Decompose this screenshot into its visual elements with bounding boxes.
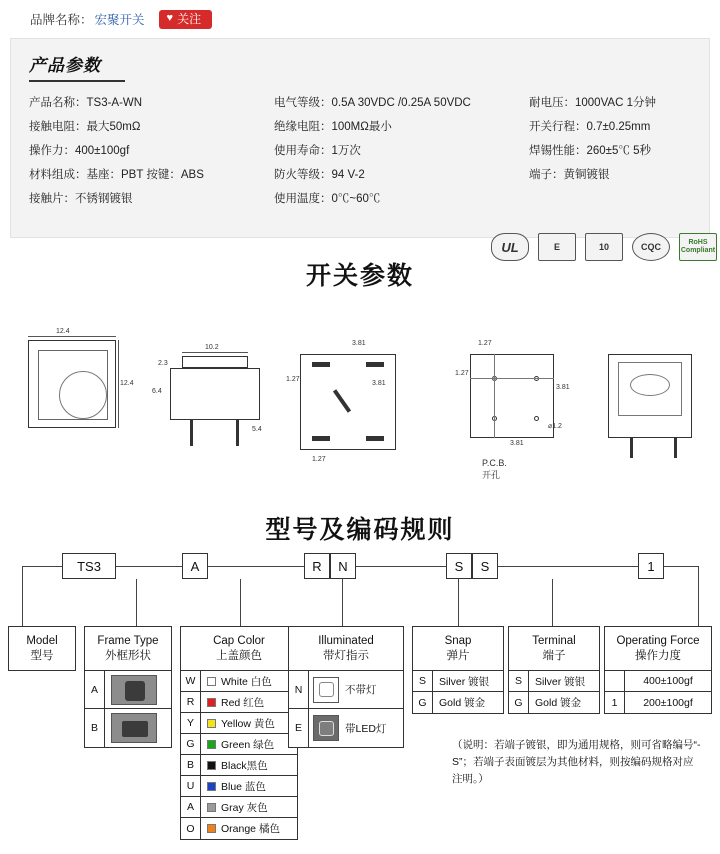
rail-right-stub xyxy=(664,566,698,567)
legend-cap-row xyxy=(181,755,297,776)
legend-frame-head xyxy=(85,627,171,671)
spec-grid xyxy=(29,91,699,211)
brand-label: 品牌名称： xyxy=(30,13,93,27)
color-swatch xyxy=(207,698,216,707)
legend-model-head xyxy=(9,627,75,670)
cap-key: Y xyxy=(181,713,201,733)
legend-snap-head xyxy=(413,627,503,671)
spec-title-wrap xyxy=(11,39,709,88)
spec-cell: 开关行程：0.7±0.25mm xyxy=(529,121,651,133)
spec-cell: 接触电阻：最大50mΩ xyxy=(29,121,141,133)
illum-val-n xyxy=(309,671,403,708)
legend-force-head xyxy=(605,627,711,671)
code-box-cap: R xyxy=(304,553,330,579)
legend-frame-key-a: A xyxy=(85,671,105,708)
spec-panel xyxy=(10,38,716,255)
legend-frame-row-a xyxy=(85,671,171,709)
spec-cell: 电气等级：0.5A 30VDC /0.25A 50VDC xyxy=(274,97,471,109)
cap-key: A xyxy=(181,797,201,817)
rail-2 xyxy=(208,566,304,567)
ve-cert-icon: E xyxy=(538,233,576,261)
pcb-axis-v xyxy=(494,354,495,438)
legend-frame-head-cn: 外框形状 xyxy=(105,650,151,662)
pcb-hole-4 xyxy=(534,416,539,421)
color-swatch xyxy=(207,719,216,728)
spec-cell: 接触片：不锈钢镀银 xyxy=(29,193,133,205)
dim-side-d3: 5.4 xyxy=(252,426,262,433)
cap-key: W xyxy=(181,671,201,691)
dim-pcb-b: 1.27 xyxy=(455,370,469,377)
lamp-on-icon xyxy=(313,715,339,741)
lamp-off-icon xyxy=(313,677,339,703)
cap-val xyxy=(201,671,297,691)
legend-illum-head xyxy=(289,627,403,671)
iso-button xyxy=(630,374,670,396)
terminal-val-s: Silver 镀银 xyxy=(535,675,586,688)
legend-terminal-head-en: Terminal xyxy=(532,635,576,647)
rail-4 xyxy=(498,566,638,567)
legend-terminal xyxy=(508,626,600,714)
legend-illum-head-en: Illuminated xyxy=(318,635,374,647)
side-cap xyxy=(182,356,248,368)
legend-illum-row-n xyxy=(289,671,403,709)
code-note: （说明：若端子镀银，即为通用规格，则可省略编号“-S”；若端子表面镀层为其他材料，则按编码规格对应注明。） xyxy=(452,739,701,785)
dim-top-d: 1.27 xyxy=(312,456,326,463)
spec-cell: 材料组成：基座：PBT 按键：ABS xyxy=(29,169,204,181)
drop-illuminated xyxy=(342,579,343,626)
illum-key-e: E xyxy=(289,709,309,747)
force-val-2: 200±100gf xyxy=(643,696,693,709)
legend-operating-force xyxy=(604,626,712,714)
legend-terminal-head xyxy=(509,627,599,671)
top-lug-1 xyxy=(312,362,330,367)
legend-snap-row-s xyxy=(413,671,503,692)
legend-cap-row xyxy=(181,734,297,755)
legend-cap-row xyxy=(181,692,297,713)
cap-key: B xyxy=(181,755,201,775)
frame-type-a-icon xyxy=(111,675,157,705)
legend-illum-head-cn: 带灯指示 xyxy=(323,650,369,662)
legend-cap-row xyxy=(181,671,297,692)
cap-val xyxy=(201,734,297,754)
legend-force-head-en: Operating Force xyxy=(616,635,700,647)
rail-3 xyxy=(356,566,446,567)
color-swatch xyxy=(207,782,216,791)
color-swatch xyxy=(207,824,216,833)
cap-key: O xyxy=(181,818,201,839)
follow-button[interactable] xyxy=(159,10,213,29)
spec-cell: 产品名称：TS3-A-WN xyxy=(29,97,143,109)
legend-cap-row xyxy=(181,797,297,818)
brand-bar xyxy=(0,0,720,38)
pcb-caption: P.C.B. 开孔 xyxy=(482,458,507,480)
dim-pcb-hole: ⌀1.2 xyxy=(548,423,562,430)
legend-cap-color xyxy=(180,626,298,840)
snap-key-g: G xyxy=(413,692,433,713)
drop-cap xyxy=(240,579,241,626)
illum-val-e-text: 带LED灯 xyxy=(345,722,387,735)
code-box-snap: S xyxy=(446,553,472,579)
terminal-key-s: S xyxy=(509,671,529,691)
dim-line-side-top xyxy=(182,352,248,353)
cqc-cert-icon: CQC xyxy=(632,233,670,261)
iso-pin-left xyxy=(630,438,633,458)
illum-val-n-text: 不带灯 xyxy=(345,684,377,696)
spec-cell: 使用寿命：1万次 xyxy=(274,145,361,157)
drop-frame xyxy=(136,579,137,626)
color-swatch xyxy=(207,803,216,812)
title-underline xyxy=(29,80,125,82)
section-heading-switch-params: 开关参数 xyxy=(305,262,414,290)
technical-drawings xyxy=(0,318,720,478)
legend-snap-row-g xyxy=(413,692,503,713)
pcb-outline xyxy=(470,354,554,438)
drop-terminal xyxy=(552,579,553,626)
legend-terminal-row-s xyxy=(509,671,599,692)
dim-side-d2: 6.4 xyxy=(152,388,162,395)
top-lug-3 xyxy=(312,436,330,441)
cap-val-text: White 白色 xyxy=(221,675,272,688)
dim-top-a: 3.81 xyxy=(352,340,366,347)
cap-val xyxy=(201,818,297,839)
dim-front-width: 12.4 xyxy=(56,328,70,335)
spec-cell: 使用温度：0℃~60℃ xyxy=(274,193,381,205)
color-swatch xyxy=(207,677,216,686)
ten-cert-icon: 10 xyxy=(585,233,623,261)
cap-val-text: Blue 蓝色 xyxy=(221,780,266,793)
snap-key-s: S xyxy=(413,671,433,691)
spec-cell: 耐电压：1000VAC 1分钟 xyxy=(529,97,656,109)
legend-model-head-en: Model xyxy=(26,635,58,647)
cap-key: G xyxy=(181,734,201,754)
cap-val xyxy=(201,797,297,817)
legend-frame-val-b xyxy=(105,709,171,747)
cap-key: U xyxy=(181,776,201,796)
legend-snap xyxy=(412,626,504,714)
brand-name-link[interactable]: 宏聚开关 xyxy=(94,13,145,27)
code-box-illuminated: N xyxy=(330,553,356,579)
legend-illuminated xyxy=(288,626,404,748)
code-box-force: 1 xyxy=(638,553,664,579)
spec-cell xyxy=(529,187,699,211)
cap-val xyxy=(201,713,297,733)
section-heading-model-rules: 型号及编码规则 xyxy=(265,516,455,544)
legend-force-row-2 xyxy=(605,692,711,713)
rohs-cert-icon: RoHS Compliant xyxy=(679,233,717,261)
color-swatch xyxy=(207,761,216,770)
legend-cap-row xyxy=(181,818,297,839)
drop-force xyxy=(698,566,699,626)
top-lug-2 xyxy=(366,362,384,367)
terminal-key-g: G xyxy=(509,692,529,713)
heart-icon: ♥ xyxy=(166,12,174,24)
snap-val-g: Gold 镀金 xyxy=(439,697,486,709)
cap-val-text: Orange 橘色 xyxy=(221,823,280,835)
cap-val xyxy=(201,755,297,775)
iso-pin-right xyxy=(674,438,677,458)
side-pin-right xyxy=(236,420,239,446)
model-code-diagram xyxy=(0,545,720,854)
code-box-terminal: S xyxy=(472,553,498,579)
legend-cap-head-en: Cap Color xyxy=(213,635,265,647)
drop-model xyxy=(22,566,23,626)
legend-cap-row xyxy=(181,776,297,797)
legend-cap-row xyxy=(181,713,297,734)
legend-snap-head-en: Snap xyxy=(444,635,472,647)
drop-snap xyxy=(458,579,459,626)
legend-snap-head-cn: 弹片 xyxy=(446,650,470,662)
dim-top-c: 1.27 xyxy=(286,376,300,383)
rail-1 xyxy=(116,566,182,567)
cap-val-text: Gray 灰色 xyxy=(221,801,268,814)
legend-illum-row-e xyxy=(289,709,403,747)
dim-pcb-d: 3.81 xyxy=(510,440,524,447)
frame-type-b-icon xyxy=(111,713,157,743)
illum-key-n: N xyxy=(289,671,309,708)
front-inner-outline xyxy=(38,350,108,420)
dim-side-width: 10.2 xyxy=(205,344,219,351)
cap-val-text: Green 绿色 xyxy=(221,738,275,751)
cap-val xyxy=(201,692,297,712)
legend-frame-type xyxy=(84,626,172,748)
spec-title: 产品参数 xyxy=(29,56,101,75)
legend-terminal-row-g xyxy=(509,692,599,713)
terminal-val-g: Gold 镀金 xyxy=(535,697,582,709)
legend-frame-head-en: Frame Type xyxy=(97,635,159,647)
legend-frame-key-b: B xyxy=(85,709,105,747)
legend-frame-val-a xyxy=(105,671,171,708)
spec-cell: 端子：黄铜镀银 xyxy=(529,169,610,181)
force-val-1: 400±100gf xyxy=(643,675,693,687)
legend-force-row-1 xyxy=(605,671,711,692)
top-lug-4 xyxy=(366,436,384,441)
illum-val-e xyxy=(309,709,403,747)
cap-key: R xyxy=(181,692,201,712)
front-outline xyxy=(28,340,116,428)
legend-force-head-cn: 操作力度 xyxy=(635,650,681,662)
cap-val xyxy=(201,776,297,796)
spec-cell: 防火等级：94 V-2 xyxy=(274,169,365,181)
ul-cert-icon: UL xyxy=(491,233,529,261)
legend-cap-head xyxy=(181,627,297,671)
rail-left-stub xyxy=(22,566,62,567)
side-base xyxy=(170,368,260,420)
snap-val-s: Silver 镀银 xyxy=(439,675,490,688)
dim-top-b: 3.81 xyxy=(372,380,386,387)
side-pin-left xyxy=(190,420,193,446)
force-key-2: 1 xyxy=(605,692,625,713)
dim-front-height: 12.4 xyxy=(120,380,134,387)
spec-cell: 操作力：400±100gf xyxy=(29,145,130,157)
color-swatch xyxy=(207,740,216,749)
force-key-1 xyxy=(605,671,625,691)
code-box-model: TS3 xyxy=(62,553,116,579)
code-box-frame: A xyxy=(182,553,208,579)
dim-side-d1: 2.3 xyxy=(158,360,168,367)
legend-model xyxy=(8,626,76,671)
legend-terminal-head-cn: 端子 xyxy=(542,650,566,662)
cap-val-text: Red 红色 xyxy=(221,696,265,709)
cap-val-text: Yellow 黄色 xyxy=(221,717,275,730)
spec-cell: 焊锡性能：260±5℃ 5秒 xyxy=(529,145,651,157)
dim-pcb-a: 1.27 xyxy=(478,340,492,347)
dim-pcb-c: 3.81 xyxy=(556,384,570,391)
legend-model-head-cn: 型号 xyxy=(30,650,54,662)
dim-line-top xyxy=(28,336,116,337)
cap-val-text: Black黑色 xyxy=(221,759,268,772)
legend-cap-head-cn: 上盖颜色 xyxy=(216,650,262,662)
legend-frame-row-b xyxy=(85,709,171,747)
dim-line-right xyxy=(118,340,119,428)
front-button-circle xyxy=(59,371,107,419)
pcb-axis-h xyxy=(470,378,554,379)
spec-cell: 绝缘电阻：100MΩ最小 xyxy=(274,121,392,133)
follow-button-label: 关注 xyxy=(177,11,202,26)
